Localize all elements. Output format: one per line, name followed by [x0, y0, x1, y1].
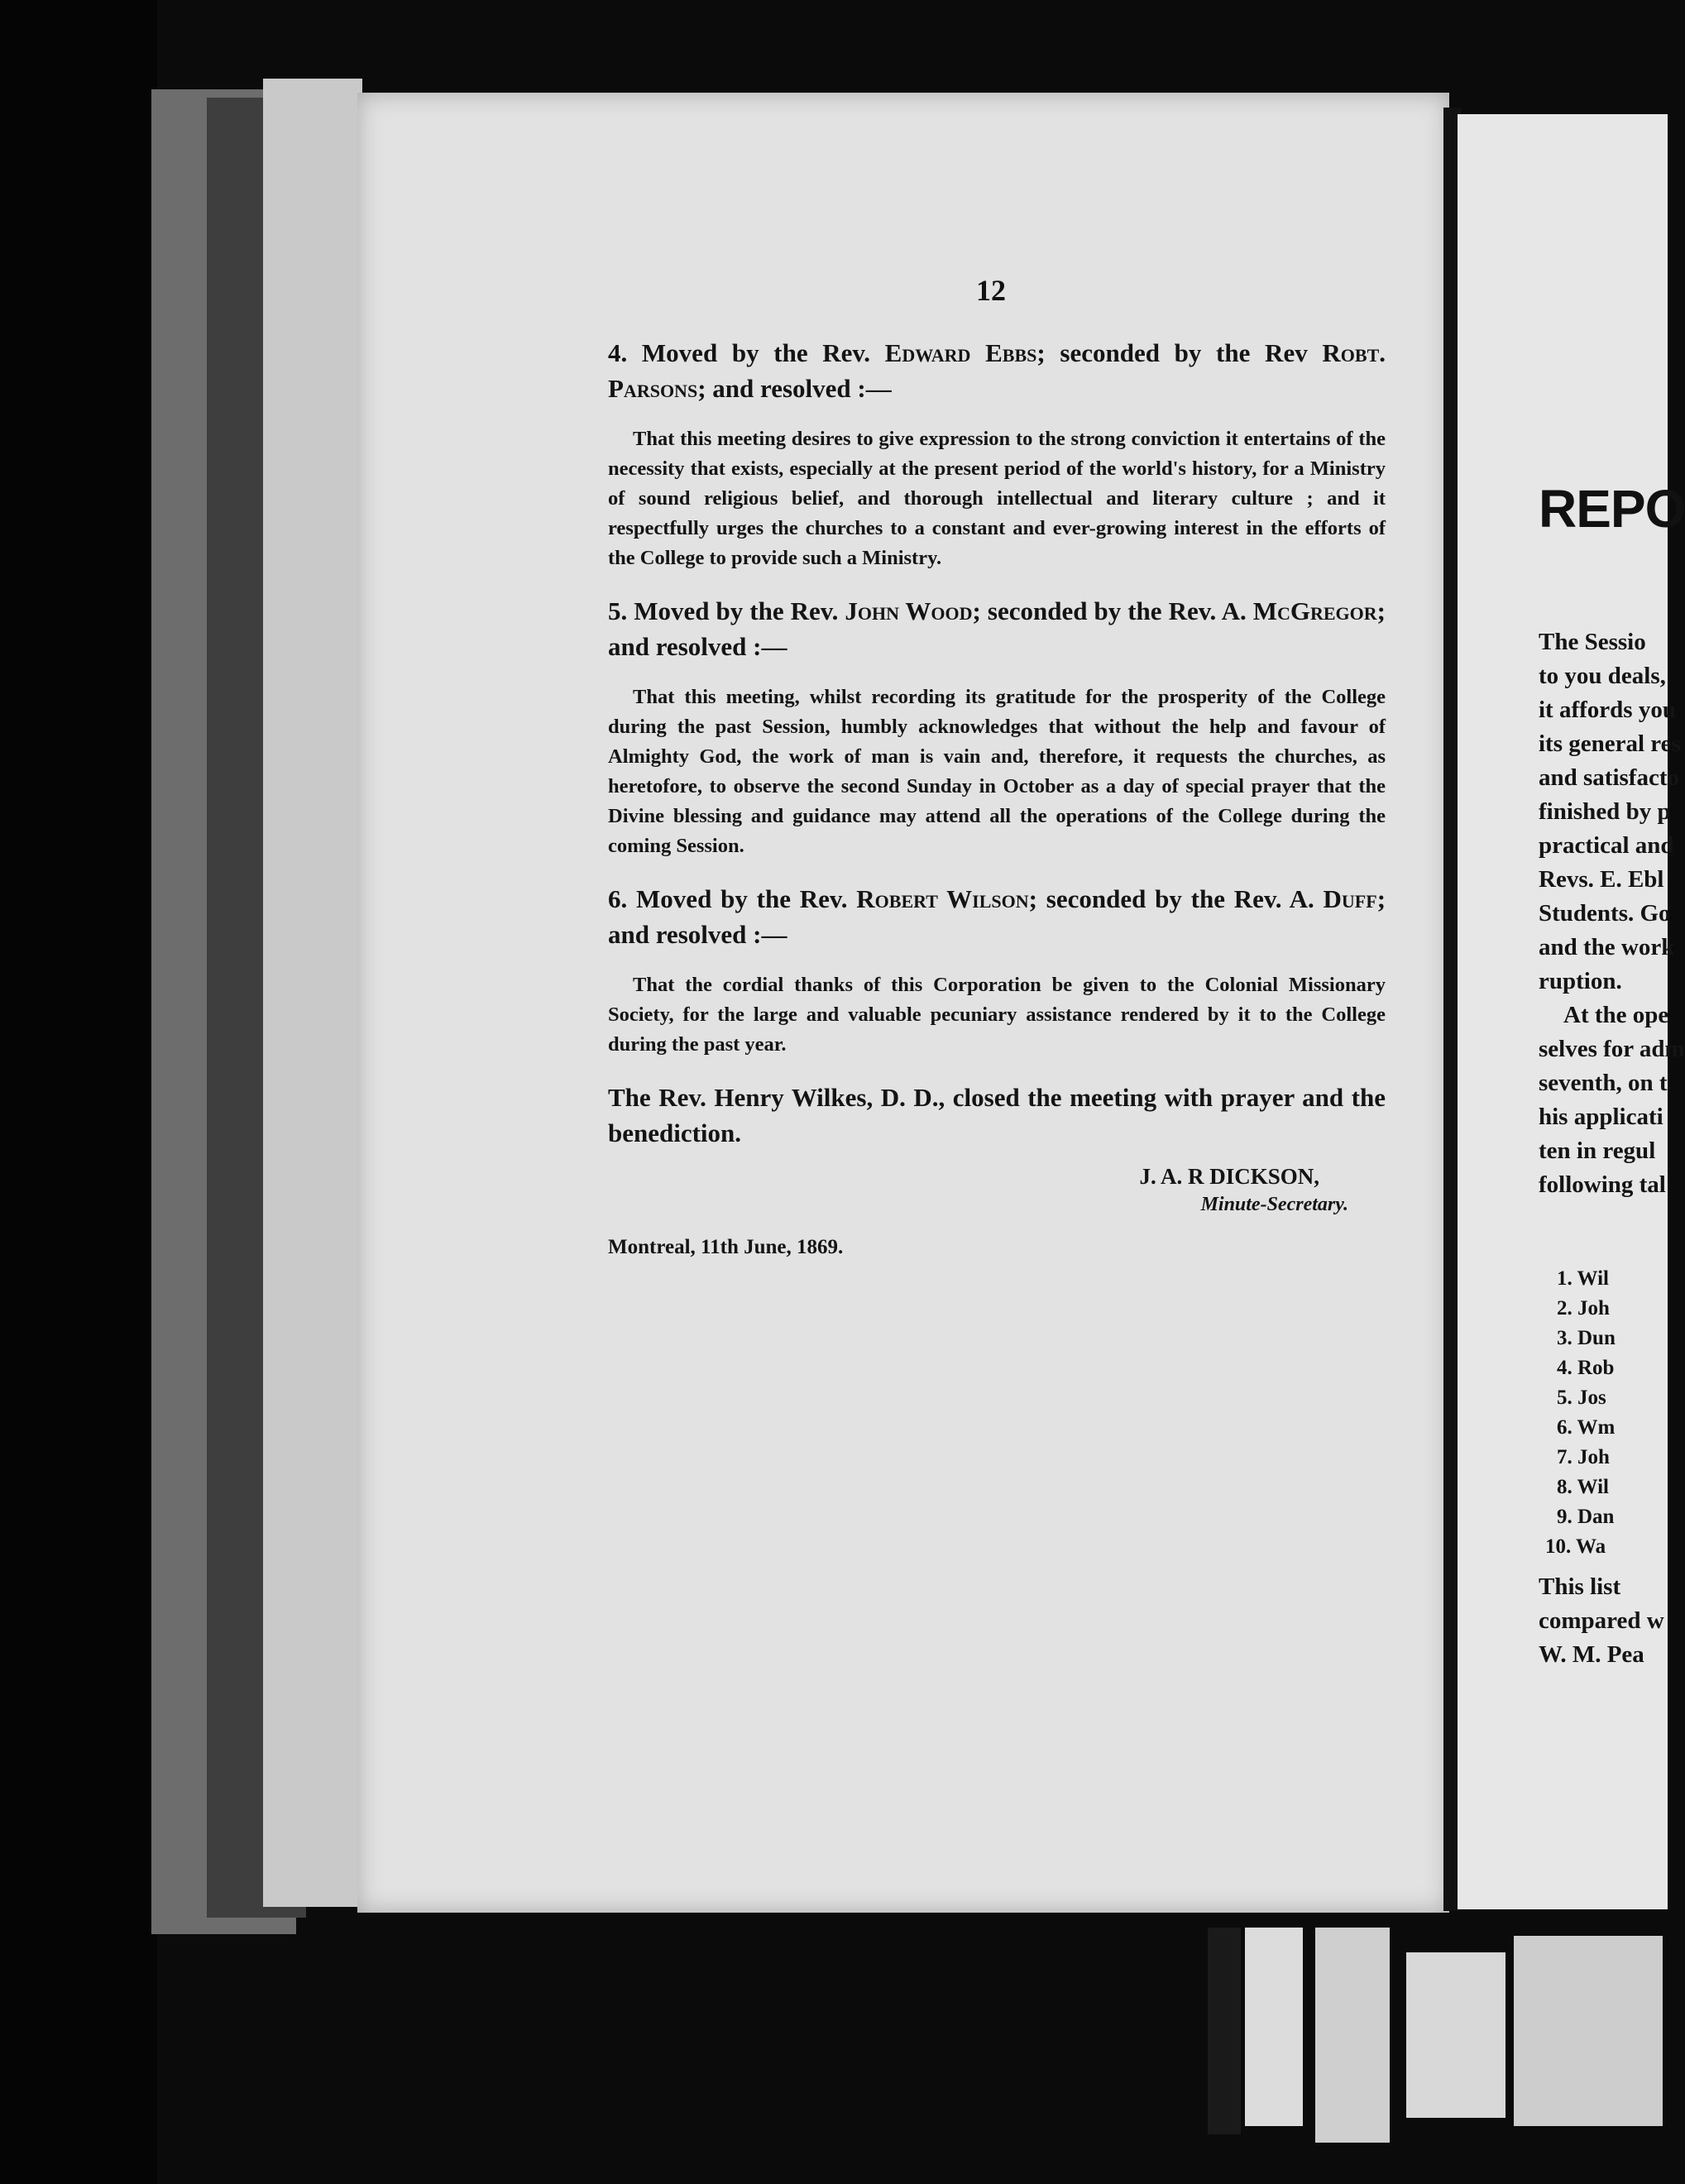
text-line: it affords you [1539, 697, 1676, 723]
motion-heading: 5. Moved by the Rev. John Wood; seconded by the Rev. A. McGregor; and resolved :— [608, 596, 1386, 661]
seconder-name: Duff [1323, 884, 1377, 913]
list-item: 5. Jos [1557, 1387, 1606, 1409]
closing-paragraph: The Rev. Henry Wilkes, D. D., closed the meeting with prayer and the benediction. [608, 1083, 1386, 1147]
resolution-text: That this meeting, whilst recording its gratitude for the prosperity of the College during the past Session, humbly acknowledges that without the help and favour of Almighty God, the work of man is vain and, therefore, it requests the churches, as heretofore, to observe the second Sunday in October as a day of special prayer that the Divine blessing and guidance may attend all the operations of the College during the coming Session. [608, 686, 1386, 857]
motion-6 [608, 881, 1386, 1060]
text-line: W. M. Pea [1539, 1641, 1644, 1668]
text-line: Revs. E. Ebl [1539, 866, 1664, 893]
text-line: seventh, on t [1539, 1070, 1668, 1096]
list-item: 2. Joh [1557, 1297, 1610, 1320]
place-date: Montreal, 11th June, 1869. [608, 1236, 844, 1258]
seconder-name: McGregor [1252, 596, 1377, 625]
text-line: its general res [1539, 730, 1681, 757]
resolution-text: That this meeting desires to give expression to the strong conviction it entertains of the necessity that exists, especially at the present period of the world's history, for a Ministry of sound religious belief, and thorough intellectual and literary culture ; and it respectfully urges the churches to a constant and ever-growing interest in the efforts of the College to provide such a Ministry. [608, 428, 1386, 569]
list-item: 7. Joh [1557, 1446, 1610, 1468]
mover-name: Edward Ebbs [884, 338, 1037, 367]
page-stack-edges [263, 79, 362, 1907]
motion-4 [608, 335, 1386, 573]
motion-5 [608, 593, 1386, 861]
left-page-text [608, 335, 1386, 1262]
list-item: 3. Dun [1557, 1327, 1616, 1349]
text-line: selves for adm [1539, 1036, 1685, 1062]
resolution-text: That the cordial thanks of this Corporation be given to the Colonial Missionary Society, for the large and valuable pecuniary assistance rendered by it to the College during the past year. [608, 974, 1386, 1056]
list-item: 6. Wm [1557, 1416, 1616, 1439]
scan-border [0, 0, 157, 2184]
page-number: 12 [976, 274, 1006, 307]
text-line: to you deals, [1539, 663, 1666, 689]
report-heading: REPO [1539, 479, 1685, 539]
text-line: finished by p [1539, 798, 1671, 825]
text-line: ruption. [1539, 968, 1622, 994]
signature-name: J. A. R DICKSON, [1139, 1164, 1319, 1189]
text-line: ten in regul [1539, 1138, 1656, 1164]
text-line: and satisfacto [1539, 764, 1679, 791]
mover-name: John Wood [845, 596, 973, 625]
text-line: Students. Go [1539, 900, 1671, 927]
list-item: 10. Wa [1545, 1535, 1606, 1558]
right-page [1458, 114, 1685, 1909]
right-page-lines [1539, 625, 1685, 1202]
text-line: practical and [1539, 832, 1674, 859]
text-line: This list [1539, 1573, 1621, 1600]
list-item: 4. Rob [1557, 1357, 1615, 1379]
page-tabs [1158, 1903, 1668, 2184]
student-list [1545, 1264, 1616, 1562]
text-line: compared w [1539, 1607, 1664, 1634]
text-line: At the ope [1563, 1002, 1669, 1028]
motion-heading: 6. Moved by the Rev. Robert Wilson; seconded by the Rev. A. Duff; and resolved :— [608, 884, 1386, 949]
list-item: 8. Wil [1557, 1476, 1609, 1498]
seconder-name: Robt. Parsons [608, 338, 1386, 403]
text-line: The Sessio [1539, 629, 1646, 655]
signature-title: Minute-Secretary. [1200, 1194, 1348, 1215]
text-line: following tal [1539, 1171, 1666, 1198]
signature [608, 1162, 1386, 1219]
motion-heading: 4. Moved by the Rev. Edward Ebbs; seconded by the Rev Robt. Parsons; and resolved :— [608, 338, 1386, 403]
text-line: and the work [1539, 934, 1675, 960]
text-line: his applicati [1539, 1104, 1663, 1130]
list-item: 1. Wil [1557, 1267, 1609, 1290]
mover-name: Robert Wilson [856, 884, 1029, 913]
right-page-tail [1539, 1570, 1664, 1672]
list-item: 9. Dan [1557, 1506, 1615, 1528]
